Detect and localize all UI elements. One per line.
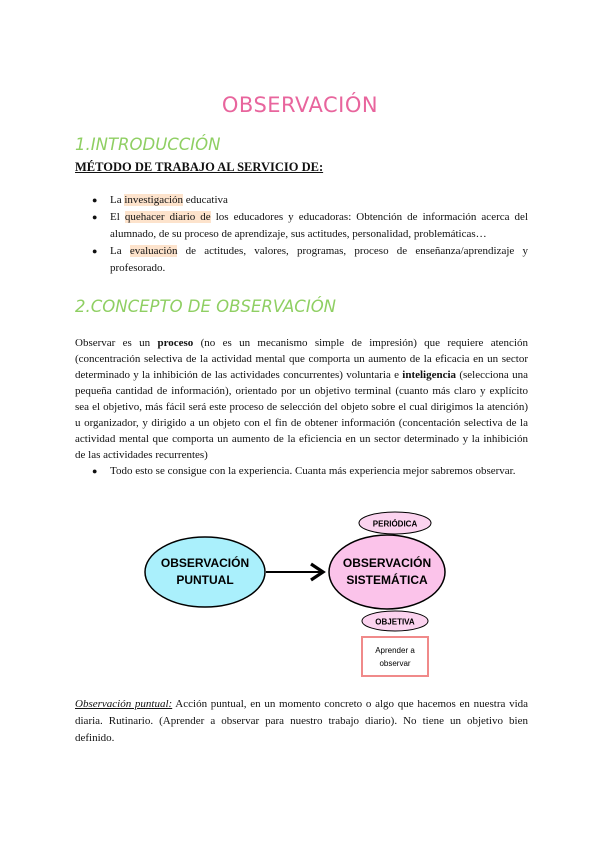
puntual-paragraph: Observación puntual: Acción puntual, en un momento concreto o algo que hacemos en nuestra vida diaria. Rutinario. (Aprender a observar para nuestro trabajo diario). No tiene un objetivo bien definido. bbox=[75, 698, 529, 744]
svg-text:OBSERVACIÓN: OBSERVACIÓN bbox=[342, 556, 432, 570]
svg-text:Aprender a: Aprender a bbox=[375, 646, 415, 655]
svg-text:SISTEMÁTICA: SISTEMÁTICA bbox=[346, 573, 428, 587]
bullet-item: ● La evaluación de actitudes, valores, programas, proceso de enseñanza/aprendizaje y profesorado. bbox=[92, 245, 528, 274]
bullet-icon: ● bbox=[92, 246, 98, 256]
observation-diagram bbox=[75, 504, 528, 688]
bullet-item: ● El quehacer diario de los educadores y educadoras: Obtención de información acerca del alumnado, de su proceso de aprendizaje, sus actitudes, personalidad, problemáticas… bbox=[92, 211, 528, 240]
document-body bbox=[75, 135, 528, 747]
ellipse-observacion-sistematica bbox=[329, 535, 445, 609]
bullet-item: ● Todo esto se consigue con la experiencia. Cuanta más experiencia mejor sabremos observar. bbox=[92, 463, 528, 480]
svg-text:OBSERVACIÓN: OBSERVACIÓN bbox=[160, 556, 250, 570]
concept-paragraph: Observar es un proceso (no es un mecanismo simple de impresión) que requiere atención (concentración selectiva de la actividad mental que comporta un aumento de la eficacia en un sector determinado y la inhibición de las actividades concurrentes) voluntaria e inteligencia (selecciona una pequeña cantidad de información), orientado por un objetivo terminal (cuanto más claro y explícito sea el objetivo, más fácil será este proceso de selección del objeto sobre el cual dirigimos la atención) u organizador, y dirigido a un objeto con el fin de obtener información (concentación selectiva de la actividad mental que comporta un aumento de la eficiencia en un sector determinado y la inhibición de las actividades recurrentes) bbox=[75, 337, 528, 461]
bullet-icon: ● bbox=[92, 195, 98, 205]
bullet-icon: ● bbox=[92, 212, 98, 222]
tag-objetiva bbox=[362, 611, 428, 631]
svg-text:PUNTUAL: PUNTUAL bbox=[176, 573, 234, 587]
svg-text:PERIÓDICA: PERIÓDICA bbox=[372, 519, 418, 529]
svg-text:observar: observar bbox=[379, 659, 411, 668]
section-heading-concepto: 2.CONCEPTO DE OBSERVACIÓN bbox=[75, 297, 337, 316]
section-heading-introduccion: 1.INTRODUCCIÓN bbox=[75, 135, 221, 154]
puntual-label: Observación puntual: bbox=[75, 698, 173, 710]
svg-text:OBJETIVA: OBJETIVA bbox=[375, 617, 415, 627]
bullet-icon: ● bbox=[92, 466, 98, 476]
box-aprender-a-observar bbox=[362, 637, 428, 676]
ellipse-observacion-puntual bbox=[145, 537, 265, 607]
bullet-item: ● La investigación educativa bbox=[92, 192, 528, 209]
bullet-list bbox=[75, 192, 528, 277]
subheading-metodo: MÉTODO DE TRABAJO AL SERVICIO DE: bbox=[75, 160, 324, 174]
page-title: OBSERVACIÓN bbox=[221, 93, 379, 117]
tag-periodica bbox=[359, 512, 431, 534]
